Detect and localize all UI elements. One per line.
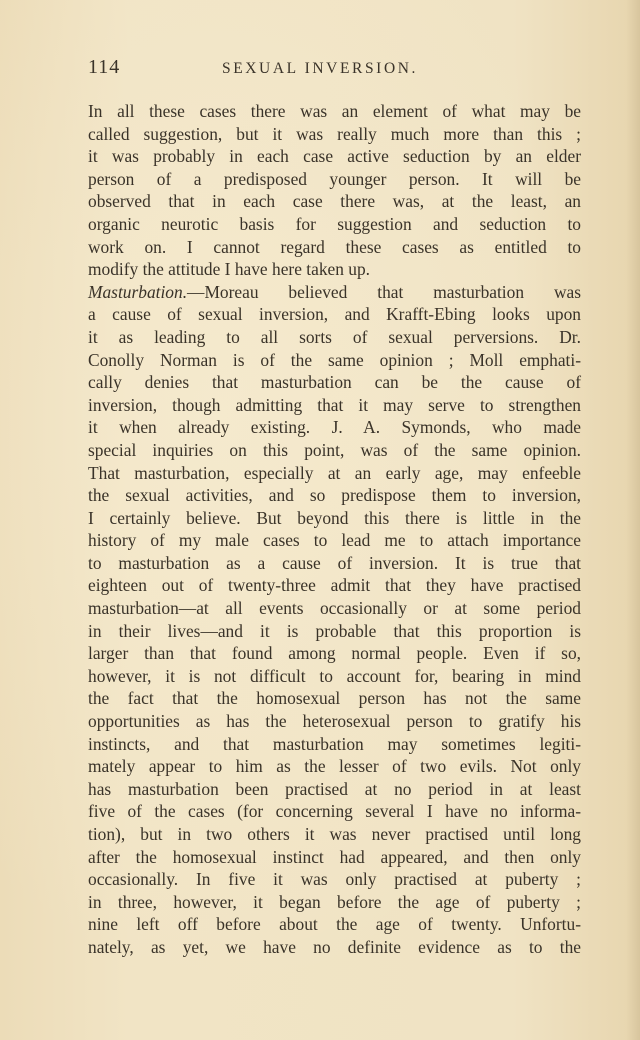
text-line: person of a predisposed younger person. It will be (88, 168, 581, 189)
text-line: masturbation—at all events occasionally or at some period (88, 598, 581, 619)
text-line: modify the attitude I have here taken up. (88, 259, 371, 280)
text-line: cally denies that masturbation can be the cause of (88, 372, 581, 393)
text-line-with-heading (88, 281, 581, 304)
text-line: the fact that the homosexual person has not the same (88, 688, 581, 709)
text-line: it was probably in each case active seduction by an elder (88, 146, 581, 167)
text-line: it when already existing. J. A. Symonds, who made (88, 417, 581, 438)
text-line: a cause of sexual inversion, and Krafft-Ebing looks upon (88, 304, 581, 325)
text-line: organic neurotic basis for suggestion and seduction to (88, 213, 581, 234)
text-line: inversion, though admitting that it may serve to strengthen (88, 394, 581, 415)
text-line: tion), but in two others it was never practised until long (88, 824, 581, 844)
body-text (88, 100, 581, 959)
page-edge-shadow (626, 0, 640, 1040)
text-line: I certainly believe. But beyond this there is little in the (88, 507, 581, 528)
text-line: work on. I cannot regard these cases as entitled to (88, 236, 581, 257)
text-line: has masturbation been practised at no period in at least (88, 778, 581, 799)
text-line: in their lives—and it is probable that this proportion is (88, 620, 581, 641)
text-line: mately appear to him as the lesser of two evils. Not only (88, 756, 581, 777)
text-line: instincts, and that masturbation may sometimes legiti- (88, 733, 581, 754)
text-line: occasionally. In five it was only practised at puberty ; (88, 869, 581, 890)
text-line: nine left off before about the age of twenty. Unfortu- (88, 914, 581, 935)
text-line: history of my male cases to lead me to attach importance (88, 530, 581, 551)
running-title: SEXUAL INVERSION. (221, 60, 419, 77)
text-line: however, it is not difficult to account for, bearing in mind (88, 665, 581, 686)
text-line: eighteen out of twenty-three admit that they have practised (88, 575, 581, 596)
text-line: it as leading to all sorts of sexual perversions. Dr. (88, 326, 581, 347)
text-line: opportunities as has the heterosexual person to gratify his (88, 711, 581, 732)
text-line: after the homosexual instinct had appeared, and then only (88, 846, 581, 867)
section-heading: Masturbation. (88, 281, 188, 302)
text-line: in three, however, it began before the age of puberty ; (88, 891, 581, 912)
text-line: larger than that found among normal people. Even if so, (88, 643, 581, 664)
text-line: special inquiries on this point, was of the same opinion. (88, 439, 581, 460)
text-line: observed that in each case there was, at the least, an (88, 191, 581, 212)
text-line: called suggestion, but it was really much more than this ; (88, 123, 581, 144)
page-number: 114 (88, 56, 121, 78)
text-line-rest: —Moreau believed that masturbation was (187, 281, 581, 302)
text-line: to masturbation as a cause of inversion. It is true that (88, 552, 581, 573)
text-line: In all these cases there was an element of what may be (88, 101, 581, 121)
text-line: nately, as yet, we have no definite evidence as to the (88, 936, 581, 957)
text-line: the sexual activities, and so predispose them to inversion, (88, 485, 581, 506)
text-line: five of the cases (for concerning several I have no informa- (88, 801, 581, 822)
text-line: That masturbation, especially at an early age, may enfeeble (88, 462, 581, 483)
text-line: Conolly Norman is of the same opinion ; Moll emphati- (88, 349, 581, 370)
